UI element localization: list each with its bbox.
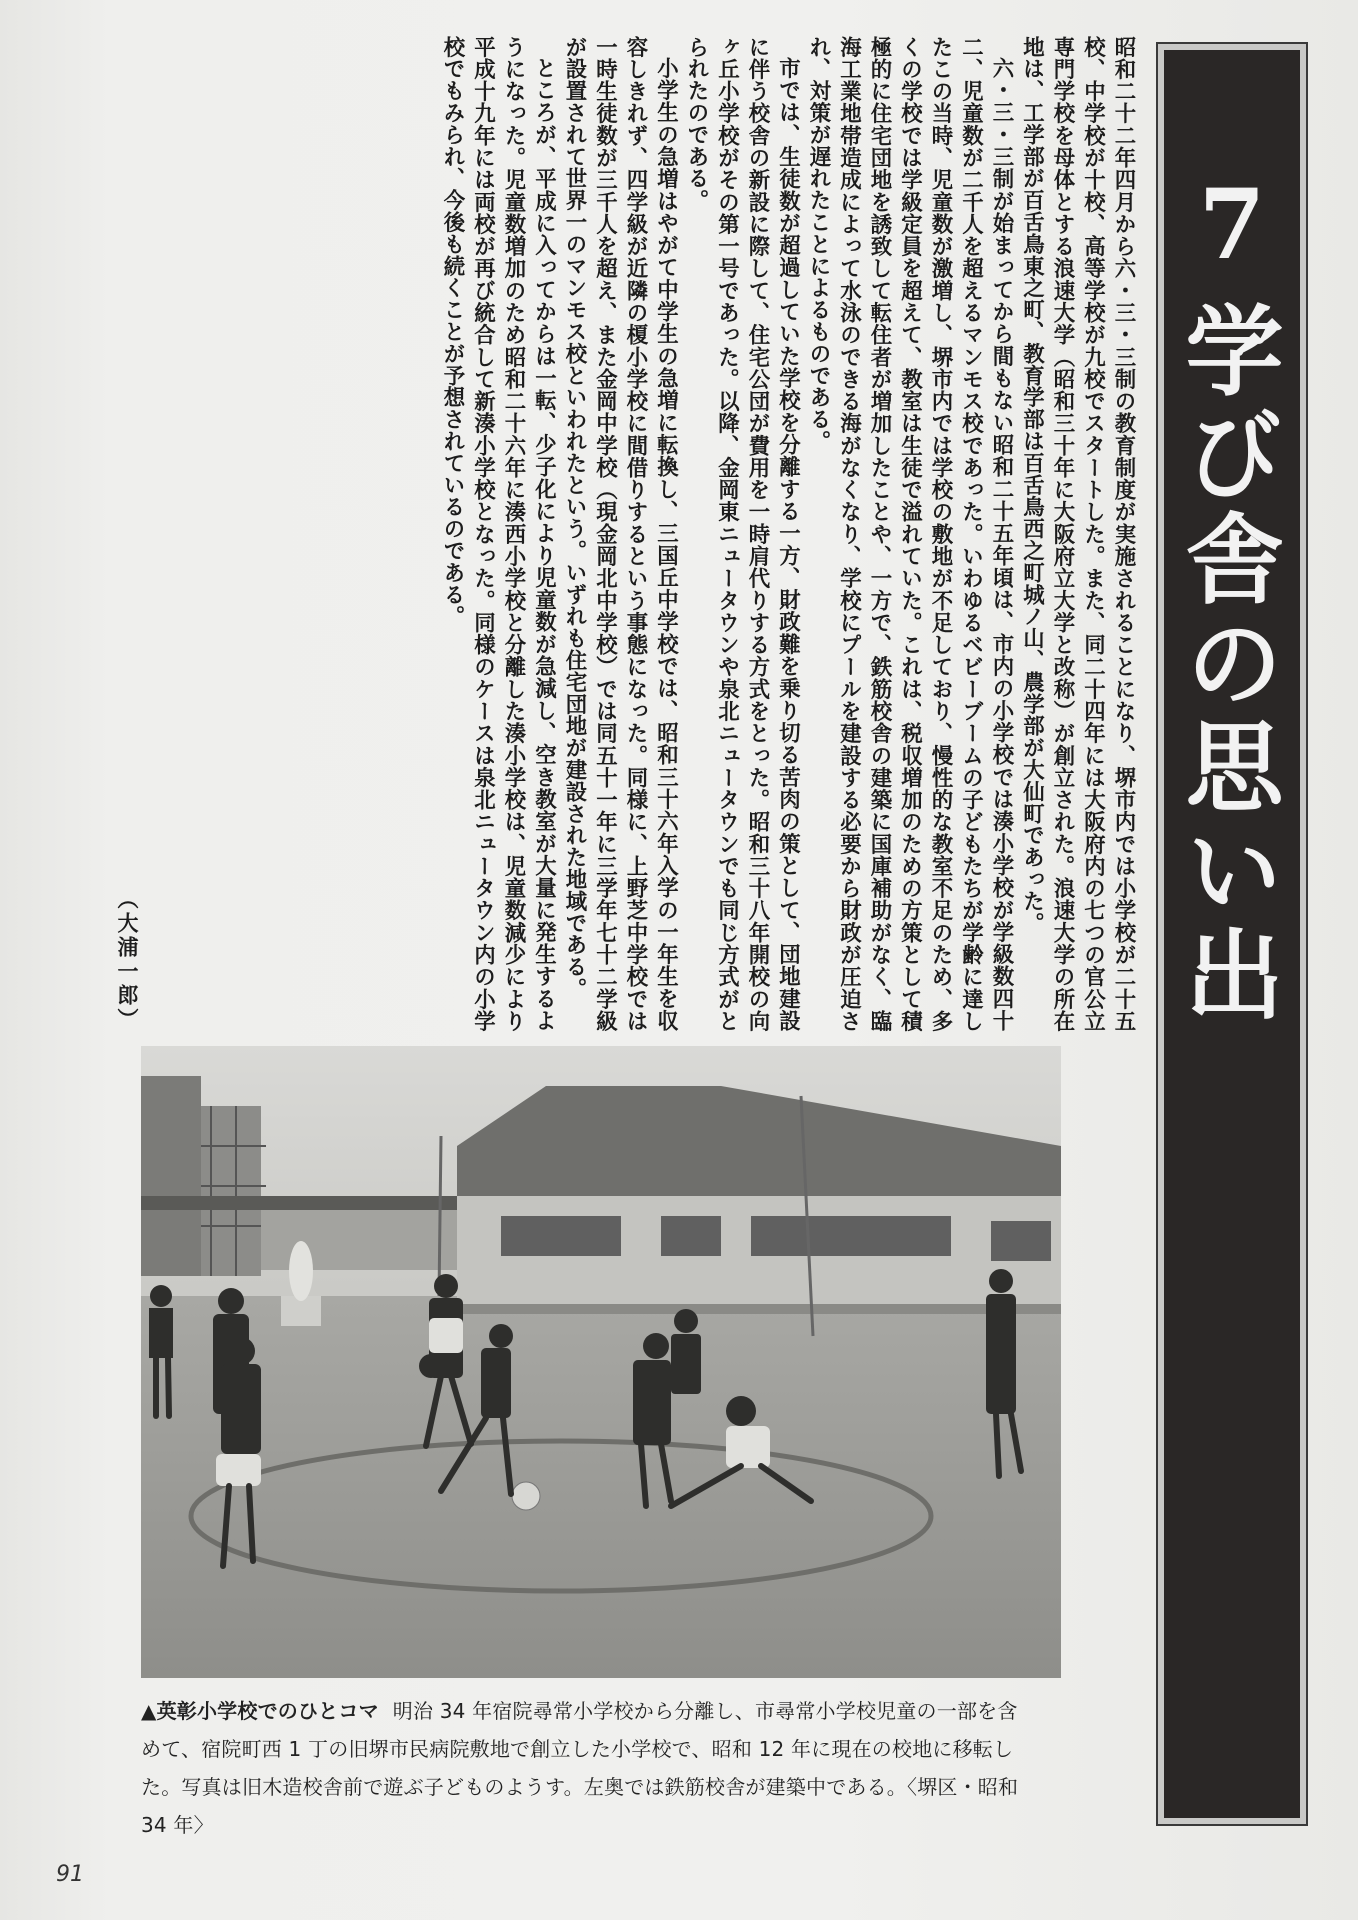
paragraph-4: 小学生の急増はやがて中学生の急増に転換し、三国丘中学校では、昭和三十六年入学の一年生を収容しきれず、四学級が近隣の榎小学校に間借りするという事態になった。同様に、上野芝中学校では一時生徒数が三千人を超え、また金岡中学校（現金岡北中学校）では同五十一年に三学年七十二学級が設置されて世界一のマンモス校といわれたという。いずれも住宅団地が建設された地域である。 [562,36,679,1032]
chapter-title: 学び舎の思い出 [1169,300,1283,1028]
article-body [142,36,1138,1032]
paragraph-2: 六・三・三制が始まってから間もない昭和二十五年頃は、市内の小学校では湊小学校が学級数四十二、児童数が二千人を超えるマンモス校であった。いわゆるベビーブームの子どもたちが学齢に達したこの当時、児童数が激増し、堺市内では学校の敷地が不足しており、慢性的な教室不足のため、多くの学校では学級定員を超えて、教室は生徒で溢れていた。これは、税収増加のための方策として積極的に住宅団地を誘致して転住者が増加したことや、一方で、鉄筋校舎の建築に国庫補助がなく、臨海工業地帯造成によって水泳のできる海がなくなり、学校にプールを建設する必要から財政が圧迫され、対策が遅れたことによるものである。 [806,36,1014,1032]
caption-body: 明治 34 年宿院尋常小学校から分離し、市尋常小学校児童の一部を含めて、宿院町西 1 丁の旧堺市民病院敷地で創立した小学校で、昭和 12 年に現在の校地に移転した。写真は旧木造校舎前で遊ぶ子どものようす。左奥では鉄筋校舎が建築中である。〈堺区・昭和 34 年〉 [141,1699,1019,1837]
caption-title: ▲英彰小学校でのひとコマ [141,1699,379,1723]
chapter-number: 7 [1198,168,1266,281]
photo-caption [141,1692,1021,1844]
paragraph-1: 昭和二十二年四月から六・三・三制の教育制度が実施されることになり、堺市内では小学校が二十五校、中学校が十校、高等学校が九校でスタートした。また、同二十四年には大阪府内の七つの官公立専門学校を母体とする浪速大学（昭和三十年に大阪府立大学と改称）が創立された。浪速大学の所在地は、工学部が百舌鳥東之町、教育学部は百舌鳥西之町城ノ山、農学部が大仙町であった。 [1019,36,1136,1032]
schoolyard-photo [141,1046,1061,1678]
chapter-title-band [1158,44,1306,1824]
author-credit: （大浦一郎） [115,888,140,1032]
page-number: 91 [56,1862,84,1887]
paragraph-3: 市では、生徒数が超過していた学校を分離する一方、財政難を乗り切る苦肉の策として、団地建設に伴う校舎の新設に際して、住宅公団が費用を一時肩代りする方式をとった。昭和三十八年開校の向ヶ丘小学校がその第一号であった。以降、金岡東ニュータウンや泉北ニュータウンでも同じ方式がとられたのである。 [684,36,801,1032]
paragraph-5: ところが、平成に入ってからは一転、少子化により児童数が急減し、空き教室が大量に発生するようになった。児童数増加のため昭和二十六年に湊西小学校と分離した湊小学校は、児童数減少により平成十九年には両校が再び統合して新湊小学校となった。同様のケースは泉北ニュータウン内の小学校でもみられ、今後も続くことが予想されているのである。 [440,36,557,1032]
